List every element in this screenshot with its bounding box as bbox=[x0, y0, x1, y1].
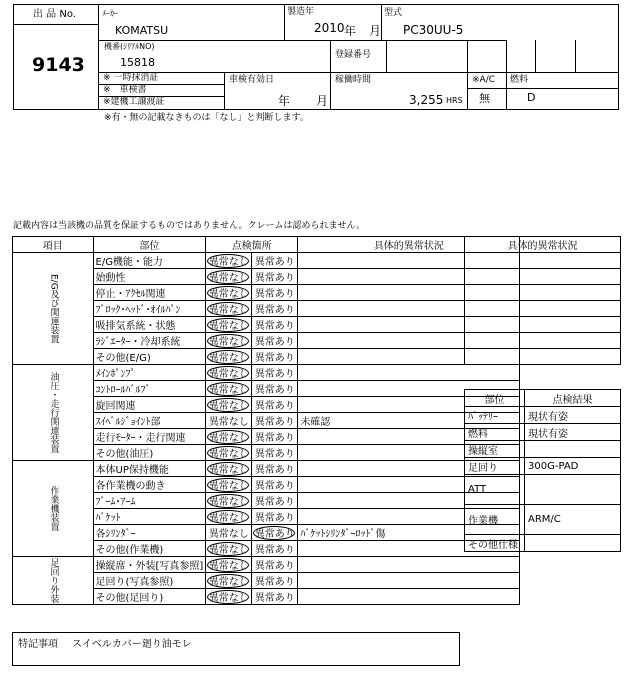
check-ng-cell[interactable] bbox=[252, 573, 298, 589]
results-part: 操縦室 bbox=[465, 441, 525, 458]
check-ng-cell[interactable] bbox=[252, 541, 298, 557]
part-cell: ﾌﾞｰﾑ･ｱｰﾑ bbox=[93, 493, 206, 509]
inspection-date-label: 車検有効日 bbox=[229, 75, 275, 85]
month-unit: 月 bbox=[369, 24, 382, 38]
ng-label: 異常あり bbox=[254, 545, 295, 556]
check-ng-cell[interactable] bbox=[252, 301, 298, 317]
detail-side-row bbox=[465, 269, 621, 285]
results-row bbox=[465, 475, 621, 505]
header-divider bbox=[467, 88, 619, 89]
selected-circle bbox=[207, 318, 249, 332]
col-check: 点検箇所 bbox=[206, 237, 298, 253]
header-divider bbox=[381, 4, 382, 40]
ng-label: 異常あり bbox=[254, 529, 295, 540]
header-divider bbox=[13, 24, 98, 25]
detail-cell bbox=[298, 573, 520, 589]
hours-unit: HRS bbox=[446, 96, 463, 105]
results-value bbox=[525, 441, 621, 458]
part-cell: ｽｲﾍﾞﾙｼﾞｮｲﾝﾄ部 bbox=[93, 413, 206, 429]
selected-circle bbox=[207, 494, 249, 508]
ng-label: 異常あり bbox=[254, 321, 295, 332]
check-ng-cell[interactable] bbox=[252, 413, 298, 429]
detail-side-row bbox=[465, 333, 621, 349]
detail-side-row bbox=[465, 285, 621, 301]
results-value: 現状有姿 bbox=[525, 424, 621, 441]
check-ng-cell[interactable] bbox=[252, 365, 298, 381]
selected-circle bbox=[253, 526, 295, 540]
detail-side-cell bbox=[465, 317, 621, 333]
part-cell: ﾒｲﾝﾎﾟﾝﾌﾟ bbox=[93, 365, 206, 381]
header-divider bbox=[575, 40, 576, 72]
ok-label: 異常なし bbox=[208, 289, 249, 300]
ok-label: 異常なし bbox=[208, 385, 249, 396]
ng-label: 異常あり bbox=[254, 433, 295, 444]
part-cell: 足回り(写真参照) bbox=[93, 573, 206, 589]
ok-label: 異常なし bbox=[208, 545, 249, 556]
check-ok-cell[interactable] bbox=[206, 381, 252, 397]
detail-side-row bbox=[465, 253, 621, 269]
detail-side-cell bbox=[465, 253, 621, 269]
check-ok-cell[interactable] bbox=[206, 477, 252, 493]
ng-label: 異常あり bbox=[254, 465, 295, 476]
detail-side-cell bbox=[465, 333, 621, 349]
hours-value: 3,255 bbox=[409, 93, 444, 107]
detail-side-cell bbox=[465, 269, 621, 285]
ng-label: 異常あり bbox=[254, 449, 295, 460]
detail-side-cell bbox=[465, 285, 621, 301]
cert-transfer: ※建機工譲渡証 bbox=[103, 97, 165, 107]
table-row bbox=[13, 461, 520, 477]
maker-label: ﾒｰｶｰ bbox=[102, 9, 118, 18]
header-divider bbox=[98, 40, 506, 41]
ng-label: 異常あり bbox=[254, 337, 295, 348]
check-ng-cell[interactable] bbox=[252, 493, 298, 509]
ok-label: 異常なし bbox=[208, 513, 249, 524]
header-divider bbox=[330, 40, 331, 72]
year-unit: 年 bbox=[344, 24, 357, 38]
check-ng-cell[interactable] bbox=[252, 349, 298, 365]
ok-label: 異常なし bbox=[208, 257, 249, 268]
year-value: 2010 bbox=[314, 21, 345, 35]
check-ng-cell[interactable] bbox=[252, 589, 298, 605]
header-divider bbox=[330, 72, 331, 110]
results-part: ﾊﾞｯﾃﾘｰ bbox=[465, 407, 525, 424]
ng-label: 異常あり bbox=[254, 497, 295, 508]
header-divider bbox=[98, 4, 99, 110]
ok-label: 異常なし bbox=[208, 529, 249, 540]
results-row bbox=[465, 535, 621, 552]
item-no: 9143 bbox=[32, 54, 85, 76]
inspection-month-unit: 月 bbox=[316, 94, 329, 108]
maker-value: KOMATSU bbox=[115, 24, 169, 37]
check-ok-cell[interactable] bbox=[206, 573, 252, 589]
detail-side-table bbox=[464, 236, 621, 365]
remarks-label: 特記事項 bbox=[18, 639, 58, 650]
model-label: 型式 bbox=[384, 8, 403, 18]
category-cell: 作業機装置 bbox=[13, 461, 94, 557]
results-value bbox=[525, 475, 621, 505]
check-ok-cell[interactable] bbox=[206, 413, 252, 429]
ng-label: 異常あり bbox=[254, 385, 295, 396]
selected-circle bbox=[207, 334, 249, 348]
col-detail-2: 具体的異常状況 bbox=[465, 237, 621, 253]
ng-label: 異常あり bbox=[254, 353, 295, 364]
ac-value: 無 bbox=[479, 92, 490, 105]
model-value: PC30UU-5 bbox=[403, 23, 464, 37]
ok-label: 異常なし bbox=[208, 305, 249, 316]
results-value: 300G-PAD bbox=[525, 458, 621, 475]
ng-label: 異常あり bbox=[254, 273, 295, 284]
part-cell: その他(E/G) bbox=[93, 349, 206, 365]
selected-circle bbox=[207, 398, 249, 412]
check-ng-cell[interactable] bbox=[252, 333, 298, 349]
ok-label: 異常なし bbox=[208, 273, 249, 284]
part-cell: 各ｼﾘﾝﾀﾞｰ bbox=[93, 525, 206, 541]
check-ok-cell[interactable] bbox=[206, 317, 252, 333]
check-ng-cell[interactable] bbox=[252, 429, 298, 445]
registration-label: 登録番号 bbox=[335, 50, 372, 60]
results-col-result: 点検結果 bbox=[525, 390, 621, 407]
results-value: 現状有姿 bbox=[525, 407, 621, 424]
selected-circle bbox=[207, 366, 249, 380]
ng-label: 異常あり bbox=[254, 577, 295, 588]
part-cell: その他(足回り) bbox=[93, 589, 206, 605]
header-divider bbox=[224, 72, 225, 110]
ng-label: 異常あり bbox=[254, 513, 295, 524]
results-table bbox=[464, 389, 621, 552]
check-ok-cell[interactable] bbox=[206, 397, 252, 413]
check-ok-cell[interactable] bbox=[206, 253, 252, 269]
ng-label: 異常あり bbox=[254, 289, 295, 300]
part-cell: ﾊﾞｹｯﾄ bbox=[93, 509, 206, 525]
ok-label: 異常なし bbox=[208, 465, 249, 476]
ok-label: 異常なし bbox=[208, 337, 249, 348]
selected-circle bbox=[207, 510, 249, 524]
check-ng-cell[interactable] bbox=[252, 525, 298, 541]
detail-side-cell bbox=[465, 301, 621, 317]
part-cell: 各作業機の動き bbox=[93, 477, 206, 493]
ok-label: 異常なし bbox=[208, 417, 249, 428]
results-row bbox=[465, 458, 621, 475]
ng-label: 異常あり bbox=[254, 401, 295, 412]
check-ok-cell[interactable] bbox=[206, 349, 252, 365]
ng-label: 異常あり bbox=[254, 257, 295, 268]
part-cell: 走行ﾓｰﾀｰ・走行関連 bbox=[93, 429, 206, 445]
header-divider bbox=[467, 72, 468, 110]
check-ng-cell[interactable] bbox=[252, 285, 298, 301]
results-row bbox=[465, 407, 621, 424]
header-divider bbox=[506, 40, 507, 110]
header-divider bbox=[467, 40, 468, 72]
inspection-year-unit: 年 bbox=[278, 94, 291, 108]
selected-circle bbox=[207, 478, 249, 492]
results-value bbox=[525, 535, 621, 552]
col-detail: 具体的異常状況 bbox=[298, 237, 520, 253]
col-part: 部位 bbox=[93, 237, 206, 253]
category-cell: E/G及び関連装置 bbox=[13, 253, 94, 365]
ok-label: 異常なし bbox=[208, 497, 249, 508]
results-row bbox=[465, 505, 621, 535]
check-ok-cell[interactable] bbox=[206, 269, 252, 285]
selected-circle bbox=[207, 558, 249, 572]
selected-circle bbox=[207, 574, 249, 588]
results-header-row bbox=[465, 390, 621, 407]
disclaimer: 記載内容は当該機の品質を保証するものではありません。クレームは認められません。 bbox=[13, 221, 366, 231]
part-cell: その他(作業機) bbox=[93, 541, 206, 557]
results-part: 作業機 bbox=[465, 505, 525, 535]
part-cell: 吸排気系統・状態 bbox=[93, 317, 206, 333]
ng-label: 異常あり bbox=[254, 593, 295, 604]
selected-circle bbox=[207, 382, 249, 396]
ok-label: 異常なし bbox=[208, 561, 249, 572]
check-ng-cell[interactable] bbox=[252, 397, 298, 413]
part-cell: 停止・ｱｸｾﾙ関連 bbox=[93, 285, 206, 301]
selected-circle bbox=[207, 270, 249, 284]
check-ng-cell[interactable] bbox=[252, 477, 298, 493]
check-ok-cell[interactable] bbox=[206, 461, 252, 477]
selected-circle bbox=[207, 542, 249, 556]
part-cell: ｺﾝﾄﾛｰﾙﾊﾞﾙﾌﾞ bbox=[93, 381, 206, 397]
check-ng-cell[interactable] bbox=[252, 253, 298, 269]
results-part: ATT bbox=[465, 475, 525, 505]
remarks-text: スイベルカバー廻り油モレ bbox=[72, 639, 192, 650]
selected-circle bbox=[207, 462, 249, 476]
fuel-value: D bbox=[527, 91, 536, 104]
check-ok-cell[interactable] bbox=[206, 493, 252, 509]
check-ng-cell[interactable] bbox=[252, 461, 298, 477]
check-ok-cell[interactable] bbox=[206, 301, 252, 317]
check-ng-cell[interactable] bbox=[252, 317, 298, 333]
ok-label: 異常なし bbox=[208, 577, 249, 588]
part-cell: 操縦席・外装[写真参照] bbox=[93, 557, 206, 573]
header-divider bbox=[386, 40, 387, 72]
inspection-table bbox=[12, 236, 520, 605]
check-ng-cell[interactable] bbox=[252, 557, 298, 573]
check-ok-cell[interactable] bbox=[206, 333, 252, 349]
part-cell: 旋回関連 bbox=[93, 397, 206, 413]
results-part: その他仕様 bbox=[465, 535, 525, 552]
ng-label: 異常あり bbox=[254, 417, 295, 428]
part-cell: 本体UP保持機能 bbox=[93, 461, 206, 477]
ng-label: 異常あり bbox=[254, 305, 295, 316]
selected-circle bbox=[207, 302, 249, 316]
hours-label: 稼働時間 bbox=[335, 75, 372, 85]
results-row bbox=[465, 441, 621, 458]
detail-cell bbox=[298, 557, 520, 573]
check-ng-cell[interactable] bbox=[252, 269, 298, 285]
check-ng-cell[interactable] bbox=[252, 445, 298, 461]
detail-side-row bbox=[465, 317, 621, 333]
check-ok-cell[interactable] bbox=[206, 509, 252, 525]
results-row bbox=[465, 424, 621, 441]
ng-label: 異常あり bbox=[254, 369, 295, 380]
cert-vehicle-inspection: ※ 車検書 bbox=[103, 85, 147, 95]
table-row bbox=[13, 557, 520, 573]
header-divider bbox=[284, 4, 285, 40]
ok-label: 異常なし bbox=[208, 593, 249, 604]
part-cell: その他(油圧) bbox=[93, 445, 206, 461]
results-part: 燃料 bbox=[465, 424, 525, 441]
part-cell: ﾌﾞﾛｯｸ･ﾍｯﾄﾞ･ｵｲﾙﾊﾟﾝ bbox=[93, 301, 206, 317]
serial-value: 15818 bbox=[120, 56, 155, 69]
selected-circle bbox=[207, 350, 249, 364]
header-note: ※有・無の記載なきものは「なし」と判断します。 bbox=[104, 113, 309, 123]
detail-cell: 未確認 bbox=[298, 413, 520, 429]
ok-label: 異常なし bbox=[208, 481, 249, 492]
table-row bbox=[13, 253, 520, 269]
detail-cell bbox=[298, 365, 520, 381]
results-col-part: 部位 bbox=[465, 390, 525, 407]
check-ok-cell[interactable] bbox=[206, 445, 252, 461]
check-ok-cell[interactable] bbox=[206, 525, 252, 541]
ok-label: 異常なし bbox=[208, 353, 249, 364]
detail-side-row bbox=[465, 349, 621, 365]
ac-label: ※A/C bbox=[472, 75, 496, 85]
cert-temp-deregistration: ※ 一時抹消証 bbox=[103, 73, 159, 83]
fuel-label: 燃料 bbox=[510, 75, 529, 85]
ok-label: 異常なし bbox=[208, 433, 249, 444]
selected-circle bbox=[207, 430, 249, 444]
check-ok-cell[interactable] bbox=[206, 589, 252, 605]
part-cell: E/G機能・能力 bbox=[93, 253, 206, 269]
table-row bbox=[13, 365, 520, 381]
selected-circle bbox=[207, 286, 249, 300]
part-cell: ﾗｼﾞｴｰﾀｰ・冷却系統 bbox=[93, 333, 206, 349]
serial-label: 機番(ｼﾘｱﾙNO) bbox=[104, 42, 155, 51]
results-part: 足回り bbox=[465, 458, 525, 475]
col-item: 項目 bbox=[13, 237, 94, 253]
detail-side-row bbox=[465, 301, 621, 317]
ng-label: 異常あり bbox=[254, 481, 295, 492]
ok-label: 異常なし bbox=[208, 321, 249, 332]
detail-cell bbox=[298, 589, 520, 605]
check-ok-cell[interactable] bbox=[206, 365, 252, 381]
category-cell: 足回り外装 bbox=[13, 557, 94, 605]
item-no-label: 出 品 No. bbox=[33, 9, 76, 20]
detail-side-cell bbox=[465, 349, 621, 365]
results-value: ARM/C bbox=[525, 505, 621, 535]
check-ok-cell[interactable] bbox=[206, 557, 252, 573]
check-ng-cell[interactable] bbox=[252, 509, 298, 525]
check-ok-cell[interactable] bbox=[206, 541, 252, 557]
selected-circle bbox=[207, 446, 249, 460]
year-label: 製造年 bbox=[287, 7, 315, 17]
header-divider bbox=[98, 72, 619, 73]
part-cell: 始動性 bbox=[93, 269, 206, 285]
ng-label: 異常あり bbox=[254, 561, 295, 572]
detail-cell: ﾊﾞｹｯﾄｼﾘﾝﾀﾞｰﾛｯﾄﾞ傷 bbox=[298, 525, 520, 541]
ok-label: 異常なし bbox=[208, 401, 249, 412]
header-divider bbox=[535, 40, 536, 72]
ok-label: 異常なし bbox=[208, 369, 249, 380]
check-ok-cell[interactable] bbox=[206, 429, 252, 445]
selected-circle bbox=[207, 254, 249, 268]
selected-circle bbox=[207, 590, 249, 604]
category-cell: 油圧・走行関連装置 bbox=[13, 365, 94, 461]
ok-label: 異常なし bbox=[208, 449, 249, 460]
inspection-header-row bbox=[13, 237, 520, 253]
check-ng-cell[interactable] bbox=[252, 381, 298, 397]
check-ok-cell[interactable] bbox=[206, 285, 252, 301]
